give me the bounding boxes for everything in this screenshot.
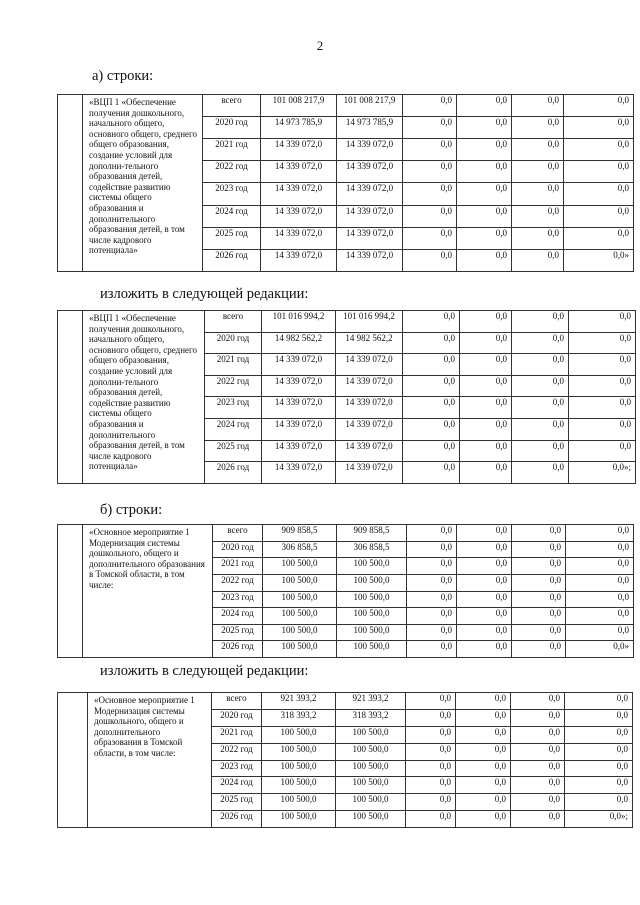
value-cell: 0,0 <box>457 624 512 641</box>
period-cell: 2021 год <box>205 354 262 376</box>
value-cell: 0,0 <box>403 227 457 249</box>
value-cell: 0,0 <box>406 726 456 743</box>
value-cell: 0,0 <box>512 183 564 205</box>
value-cell: 0,0 <box>566 608 634 625</box>
amount-cell: 100 500,0 <box>336 743 406 760</box>
amount-cell: 921 393,2 <box>336 693 406 710</box>
amount-total-cell: 14 339 072,0 <box>261 139 337 161</box>
value-cell: 0,0 <box>460 397 512 419</box>
value-cell: 0,0 <box>457 558 512 575</box>
budget-table-original-b <box>57 524 634 658</box>
amount-cell: 14 973 785,9 <box>337 117 403 139</box>
heading-edit-2: изложить в следующей редакции: <box>100 663 309 679</box>
amount-total-cell: 100 500,0 <box>263 624 337 641</box>
value-cell: 0,0 <box>566 525 634 542</box>
budget-table-revised-b <box>57 692 633 828</box>
period-cell: 2026 год <box>203 249 261 271</box>
value-cell: 0,0 <box>460 462 512 484</box>
amount-total-cell: 14 339 072,0 <box>261 183 337 205</box>
value-cell: 0,0 <box>512 249 564 271</box>
value-cell: 0,0 <box>512 419 569 441</box>
amount-cell: 100 500,0 <box>337 608 407 625</box>
value-cell: 0,0 <box>564 117 634 139</box>
amount-total-cell: 14 339 072,0 <box>262 462 336 484</box>
amount-cell: 101 008 217,9 <box>337 95 403 117</box>
value-cell: 0,0 <box>407 624 457 641</box>
empty-column-cell <box>58 311 83 484</box>
amount-cell: 14 339 072,0 <box>336 419 403 441</box>
value-cell: 0,0 <box>403 183 457 205</box>
value-cell: 0,0 <box>564 227 634 249</box>
amount-cell: 14 339 072,0 <box>337 227 403 249</box>
value-cell: 0,0 <box>403 375 460 397</box>
period-cell: всего <box>212 693 262 710</box>
period-cell: 2020 год <box>213 541 263 558</box>
amount-cell: 100 500,0 <box>336 777 406 794</box>
amount-total-cell: 14 339 072,0 <box>261 249 337 271</box>
value-cell: 0,0 <box>512 558 566 575</box>
amount-cell: 14 339 072,0 <box>337 183 403 205</box>
amount-cell: 100 500,0 <box>336 811 406 828</box>
amount-cell: 14 339 072,0 <box>336 397 403 419</box>
amount-cell: 14 339 072,0 <box>337 249 403 271</box>
value-cell: 0,0 <box>406 743 456 760</box>
period-cell: 2023 год <box>212 760 262 777</box>
amount-cell: 14 339 072,0 <box>336 462 403 484</box>
period-cell: 2020 год <box>205 332 262 354</box>
period-cell: 2024 год <box>205 419 262 441</box>
value-cell: 0,0 <box>512 591 566 608</box>
value-cell: 0,0 <box>511 709 565 726</box>
value-cell: 0,0 <box>407 558 457 575</box>
value-cell: 0,0 <box>457 161 512 183</box>
period-cell: 2021 год <box>212 726 262 743</box>
amount-cell: 100 500,0 <box>336 726 406 743</box>
value-cell: 0,0 <box>511 743 565 760</box>
value-cell: 0,0 <box>457 574 512 591</box>
value-cell: 0,0 <box>512 574 566 591</box>
amount-cell: 100 500,0 <box>337 591 407 608</box>
amount-total-cell: 14 973 785,9 <box>261 117 337 139</box>
period-cell: 2022 год <box>205 375 262 397</box>
amount-total-cell: 14 339 072,0 <box>262 397 336 419</box>
amount-total-cell: 14 339 072,0 <box>261 227 337 249</box>
period-cell: 2023 год <box>205 397 262 419</box>
period-cell: 2021 год <box>213 558 263 575</box>
value-cell: 0,0 <box>403 249 457 271</box>
amount-total-cell: 100 500,0 <box>262 794 336 811</box>
value-cell: 0,0 <box>564 95 634 117</box>
period-cell: 2023 год <box>203 183 261 205</box>
period-cell: 2025 год <box>203 227 261 249</box>
value-cell: 0,0 <box>565 693 633 710</box>
value-cell: 0,0 <box>457 205 512 227</box>
value-cell: 0,0 <box>566 541 634 558</box>
value-cell: 0,0 <box>565 794 633 811</box>
value-cell: 0,0 <box>512 139 564 161</box>
amount-cell: 100 500,0 <box>337 558 407 575</box>
value-cell: 0,0 <box>511 777 565 794</box>
page-number: 2 <box>316 38 324 53</box>
amount-cell: 14 339 072,0 <box>337 139 403 161</box>
value-cell: 0,0 <box>403 462 460 484</box>
value-cell: 0,0 <box>403 440 460 462</box>
amount-total-cell: 100 500,0 <box>263 641 337 658</box>
amount-total-cell: 101 008 217,9 <box>261 95 337 117</box>
value-cell: 0,0 <box>407 574 457 591</box>
value-cell: 0,0 <box>403 205 457 227</box>
value-cell: 0,0 <box>569 354 636 376</box>
amount-total-cell: 14 339 072,0 <box>261 161 337 183</box>
amount-total-cell: 14 339 072,0 <box>262 419 336 441</box>
value-cell: 0,0 <box>456 743 511 760</box>
amount-total-cell: 14 339 072,0 <box>262 375 336 397</box>
value-cell: 0,0 <box>569 397 636 419</box>
value-cell: 0,0 <box>569 440 636 462</box>
amount-total-cell: 100 500,0 <box>263 558 337 575</box>
period-cell: 2025 год <box>213 624 263 641</box>
value-cell: 0,0 <box>512 227 564 249</box>
period-cell: 2026 год <box>212 811 262 828</box>
amount-total-cell: 14 339 072,0 <box>262 354 336 376</box>
amount-cell: 14 339 072,0 <box>336 354 403 376</box>
period-cell: 2024 год <box>213 608 263 625</box>
value-cell: 0,0 <box>566 624 634 641</box>
value-cell: 0,0 <box>403 161 457 183</box>
value-cell: 0,0» <box>566 641 634 658</box>
amount-cell: 100 500,0 <box>337 624 407 641</box>
heading-a-rows: а) строки: <box>92 68 154 84</box>
period-cell: 2024 год <box>212 777 262 794</box>
amount-total-cell: 100 500,0 <box>262 760 336 777</box>
period-cell: 2022 год <box>203 161 261 183</box>
value-cell: 0,0 <box>564 183 634 205</box>
value-cell: 0,0 <box>565 709 633 726</box>
value-cell: 0,0 <box>407 541 457 558</box>
value-cell: 0,0 <box>569 311 636 333</box>
value-cell: 0,0»; <box>569 462 636 484</box>
value-cell: 0,0 <box>406 693 456 710</box>
period-cell: 2026 год <box>205 462 262 484</box>
value-cell: 0,0 <box>457 641 512 658</box>
amount-cell: 14 339 072,0 <box>336 440 403 462</box>
value-cell: 0,0 <box>569 419 636 441</box>
amount-cell: 306 858,5 <box>337 541 407 558</box>
value-cell: 0,0 <box>460 440 512 462</box>
value-cell: 0,0 <box>406 760 456 777</box>
value-cell: 0,0 <box>403 139 457 161</box>
amount-cell: 100 500,0 <box>336 760 406 777</box>
value-cell: 0,0 <box>565 760 633 777</box>
amount-total-cell: 921 393,2 <box>262 693 336 710</box>
value-cell: 0,0»; <box>565 811 633 828</box>
value-cell: 0,0 <box>460 332 512 354</box>
value-cell: 0,0 <box>457 139 512 161</box>
amount-cell: 14 339 072,0 <box>337 161 403 183</box>
value-cell: 0,0 <box>569 375 636 397</box>
value-cell: 0,0 <box>511 794 565 811</box>
amount-total-cell: 100 500,0 <box>262 743 336 760</box>
amount-cell: 100 500,0 <box>336 794 406 811</box>
value-cell: 0,0 <box>460 311 512 333</box>
value-cell: 0,0 <box>460 375 512 397</box>
empty-column-cell <box>58 693 88 828</box>
period-cell: всего <box>205 311 262 333</box>
amount-cell: 909 858,5 <box>337 525 407 542</box>
value-cell: 0,0 <box>403 397 460 419</box>
amount-total-cell: 14 339 072,0 <box>261 205 337 227</box>
period-cell: всего <box>213 525 263 542</box>
value-cell: 0,0 <box>456 794 511 811</box>
value-cell: 0,0 <box>566 574 634 591</box>
amount-cell: 14 339 072,0 <box>336 375 403 397</box>
value-cell: 0,0 <box>512 541 566 558</box>
value-cell: 0,0 <box>406 811 456 828</box>
amount-cell: 14 982 562,2 <box>336 332 403 354</box>
amount-cell: 100 500,0 <box>337 574 407 591</box>
value-cell: 0,0 <box>456 693 511 710</box>
value-cell: 0,0 <box>457 95 512 117</box>
period-cell: 2020 год <box>203 117 261 139</box>
value-cell: 0,0 <box>512 354 569 376</box>
value-cell: 0,0 <box>512 311 569 333</box>
heading-b-rows: б) строки: <box>100 502 163 518</box>
value-cell: 0,0 <box>512 332 569 354</box>
period-cell: 2026 год <box>213 641 263 658</box>
period-cell: 2020 год <box>212 709 262 726</box>
value-cell: 0,0 <box>406 709 456 726</box>
value-cell: 0,0 <box>456 726 511 743</box>
value-cell: 0,0 <box>403 311 460 333</box>
value-cell: 0,0 <box>566 591 634 608</box>
value-cell: 0,0» <box>564 249 634 271</box>
value-cell: 0,0 <box>457 117 512 139</box>
period-cell: 2022 год <box>212 743 262 760</box>
amount-total-cell: 318 393,2 <box>262 709 336 726</box>
value-cell: 0,0 <box>566 558 634 575</box>
program-description: «Основное мероприятие 1 Модернизация системы дошкольного, общего и дополнительного образования в Томской области, в том числе: <box>83 525 213 658</box>
value-cell: 0,0 <box>407 525 457 542</box>
amount-total-cell: 100 500,0 <box>263 574 337 591</box>
value-cell: 0,0 <box>565 777 633 794</box>
budget-table-original-a <box>57 94 634 272</box>
program-description: «Основное мероприятие 1 Модернизация системы дошкольного, общего и дополнительного образования в Томской области, в том числе: <box>88 693 212 828</box>
value-cell: 0,0 <box>460 419 512 441</box>
amount-total-cell: 14 982 562,2 <box>262 332 336 354</box>
period-cell: всего <box>203 95 261 117</box>
value-cell: 0,0 <box>512 462 569 484</box>
value-cell: 0,0 <box>512 95 564 117</box>
empty-column-cell <box>58 525 83 658</box>
amount-total-cell: 909 858,5 <box>263 525 337 542</box>
value-cell: 0,0 <box>512 641 566 658</box>
value-cell: 0,0 <box>511 693 565 710</box>
value-cell: 0,0 <box>456 760 511 777</box>
value-cell: 0,0 <box>569 332 636 354</box>
value-cell: 0,0 <box>512 608 566 625</box>
value-cell: 0,0 <box>512 205 564 227</box>
value-cell: 0,0 <box>407 641 457 658</box>
value-cell: 0,0 <box>512 525 566 542</box>
value-cell: 0,0 <box>403 117 457 139</box>
value-cell: 0,0 <box>564 139 634 161</box>
value-cell: 0,0 <box>512 624 566 641</box>
amount-total-cell: 100 500,0 <box>263 591 337 608</box>
value-cell: 0,0 <box>406 777 456 794</box>
period-cell: 2021 год <box>203 139 261 161</box>
budget-table-revised-a <box>57 310 636 484</box>
amount-cell: 318 393,2 <box>336 709 406 726</box>
value-cell: 0,0 <box>512 397 569 419</box>
value-cell: 0,0 <box>511 726 565 743</box>
amount-cell: 101 016 994,2 <box>336 311 403 333</box>
value-cell: 0,0 <box>564 205 634 227</box>
value-cell: 0,0 <box>457 541 512 558</box>
value-cell: 0,0 <box>564 161 634 183</box>
period-cell: 2025 год <box>205 440 262 462</box>
value-cell: 0,0 <box>511 811 565 828</box>
value-cell: 0,0 <box>565 726 633 743</box>
amount-total-cell: 100 500,0 <box>262 777 336 794</box>
value-cell: 0,0 <box>512 440 569 462</box>
value-cell: 0,0 <box>456 709 511 726</box>
value-cell: 0,0 <box>457 525 512 542</box>
value-cell: 0,0 <box>457 608 512 625</box>
value-cell: 0,0 <box>456 777 511 794</box>
amount-cell: 14 339 072,0 <box>337 205 403 227</box>
value-cell: 0,0 <box>407 608 457 625</box>
value-cell: 0,0 <box>457 183 512 205</box>
value-cell: 0,0 <box>457 227 512 249</box>
program-description: «ВЦП 1 «Обеспечение получения дошкольного, начального общего, основного общего, среднего общего образования, создание условий для дополни-тельного образования детей, содействие развитию системы общего образования и дополнительного образования детей, в том числе кадрового потенциала» <box>83 311 205 484</box>
amount-total-cell: 14 339 072,0 <box>262 440 336 462</box>
empty-column-cell <box>58 95 83 272</box>
value-cell: 0,0 <box>460 354 512 376</box>
amount-total-cell: 101 016 994,2 <box>262 311 336 333</box>
value-cell: 0,0 <box>565 743 633 760</box>
amount-total-cell: 306 858,5 <box>263 541 337 558</box>
period-cell: 2023 год <box>213 591 263 608</box>
value-cell: 0,0 <box>403 354 460 376</box>
value-cell: 0,0 <box>403 332 460 354</box>
value-cell: 0,0 <box>406 794 456 811</box>
value-cell: 0,0 <box>511 760 565 777</box>
value-cell: 0,0 <box>403 419 460 441</box>
amount-total-cell: 100 500,0 <box>263 608 337 625</box>
value-cell: 0,0 <box>457 591 512 608</box>
value-cell: 0,0 <box>457 249 512 271</box>
program-description: «ВЦП 1 «Обеспечение получения дошкольного, начального общего, основного общего, среднего общего образования, создание условий для дополни-тельного образования детей, содействие развитию системы общего образования и дополнительного образования детей, в том числе кадрового потенциала» <box>83 95 203 272</box>
heading-edit-1: изложить в следующей редакции: <box>100 286 309 302</box>
period-cell: 2024 год <box>203 205 261 227</box>
period-cell: 2022 год <box>213 574 263 591</box>
value-cell: 0,0 <box>512 117 564 139</box>
amount-cell: 100 500,0 <box>337 641 407 658</box>
value-cell: 0,0 <box>512 161 564 183</box>
value-cell: 0,0 <box>512 375 569 397</box>
value-cell: 0,0 <box>456 811 511 828</box>
value-cell: 0,0 <box>403 95 457 117</box>
value-cell: 0,0 <box>407 591 457 608</box>
amount-total-cell: 100 500,0 <box>262 811 336 828</box>
period-cell: 2025 год <box>212 794 262 811</box>
amount-total-cell: 100 500,0 <box>262 726 336 743</box>
